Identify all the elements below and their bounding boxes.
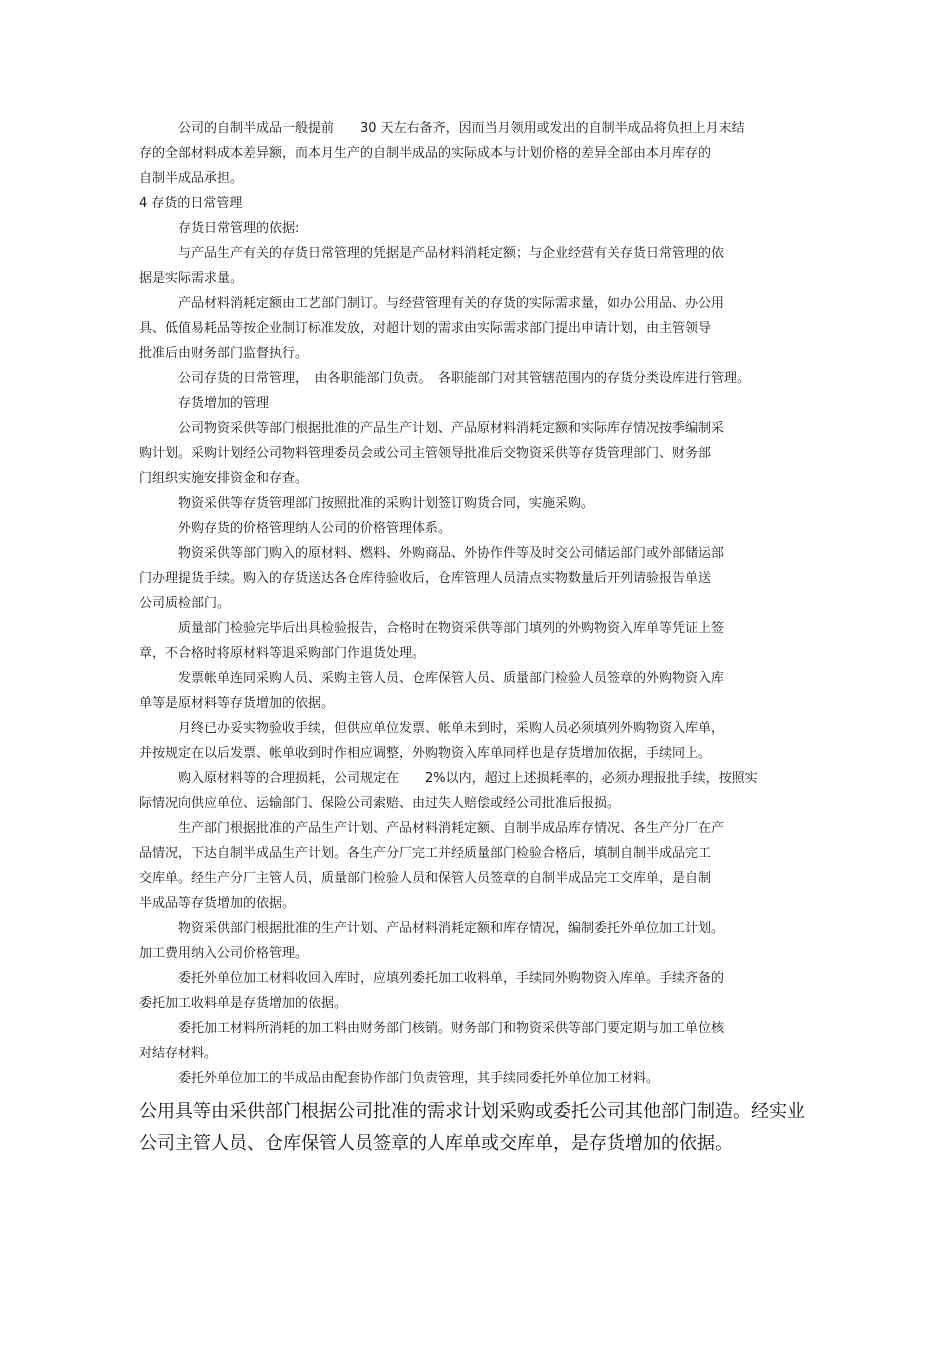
text-line: 自制半成品承担。 — [139, 171, 244, 186]
text-line: 月终已办妥实物验收手续，但供应单位发票、帐单未到时，采购人员必须填列外购物资入库单， — [178, 721, 725, 736]
text-line: 生产部门根据批准的产品生产计划、产品材料消耗定额、自制半成品库存情况、各生产分厂在产 — [178, 821, 725, 836]
text-line-large: 公用具等由采供部门根据公司批准的需求计划采购或委托公司其他部门制造。经实业 — [139, 1101, 805, 1122]
text-line: 际情况向供应单位、运输部门、保险公司索赔、由过失人赔偿或经公司批准后报损。 — [139, 796, 621, 811]
text-line: 委托外单位加工的半成品由配套协作部门负责管理，其手续同委托外单位加工材料。 — [178, 1071, 660, 1086]
text-line: 门办理提货手续。购入的存货送达各仓库待验收后，仓库管理人员清点实物数量后开列请验报告单送 — [139, 571, 712, 586]
text-line: 门组织实施安排资金和存查。 — [139, 471, 309, 486]
text-line: 公司质检部门。 — [139, 596, 231, 611]
text-line: 委托外单位加工材料收回入库时，应填列委托加工收料单，手续同外购物资入库单。手续齐备的 — [178, 971, 725, 986]
text-line: 质量部门检验完毕后出具检验报告，合格时在物资采供等部门填列的外购物资入库单等凭证上签 — [178, 621, 725, 636]
text-line: 外购存货的价格管理纳人公司的价格管理体系。 — [178, 521, 452, 536]
text-line: 公司的自制半成品一般提前 30 天左右备齐，因而当月领用或发出的自制半成品将负担上月末结 — [178, 121, 745, 136]
text-line: 物资采供等存货管理部门按照批准的采购计划签订购货合同，实施采购。 — [178, 496, 595, 511]
text-line: 据是实际需求量。 — [139, 271, 244, 286]
text-line-large: 公司主管人员、仓库保管人员签章的人库单或交库单，是存货增加的依据。 — [139, 1133, 733, 1154]
text-line: 并按规定在以后发票、帐单收到时作相应调整，外购物资入库单同样也是存货增加依据，手续同上。 — [139, 746, 712, 761]
text-line: 委托加工材料所消耗的加工料由财务部门核销。财务部门和物资采供等部门要定期与加工单位核 — [178, 1021, 725, 1036]
text-line: 品情况，下达自制半成品生产计划。各生产分厂完工并经质量部门检验合格后，填制自制半成品完工 — [139, 846, 712, 861]
text-line: 购入原材料等的合理损耗，公司规定在 2%以内，超过上述损耗率的，必须办理报批手续，按照实 — [178, 771, 758, 786]
text-line: 批准后由财务部门监督执行。 — [139, 346, 309, 361]
text-line: 物资采供等部门购入的原材料、燃料、外购商品、外协作件等及时交公司储运部门或外部储运部 — [178, 546, 725, 561]
text-line: 加工费用纳入公司价格管理。 — [139, 946, 309, 961]
subheading: 存货增加的管理 — [178, 396, 270, 411]
text-line: 对结存材料。 — [139, 1046, 218, 1061]
text-line: 产品材料消耗定额由工艺部门制订。与经营管理有关的存货的实际需求量，如办公用品、办公用 — [178, 296, 725, 311]
section-heading: 4 存货的日常管理 — [139, 196, 243, 211]
text-line: 交库单。经生产分厂主管人员，质量部门检验人员和保管人员签章的自制半成品完工交库单，是自制 — [139, 871, 712, 886]
text-line: 物资采供部门根据批准的生产计划、产品材料消耗定额和库存情况，编制委托外单位加工计划。 — [178, 921, 725, 936]
text-line: 公司存货的日常管理， 由各职能部门负责。 各职能部门对其管辖范围内的存货分类设库进行管理。 — [178, 371, 751, 386]
text-line: 委托加工收料单是存货增加的依据。 — [139, 996, 348, 1011]
text-line: 存的全部材料成本差异额，而本月生产的自制半成品的实际成本与计划价格的差异全部由本月库存的 — [139, 146, 712, 161]
text-line: 半成品等存货增加的依据。 — [139, 896, 296, 911]
text-line: 章，不合格时将原材料等退采购部门作退货处理。 — [139, 646, 426, 661]
text-line: 与产品生产有关的存货日常管理的凭据是产品材料消耗定额；与企业经营有关存货日常管理的依 — [178, 246, 725, 261]
text-line: 单等是原材料等存货增加的依据。 — [139, 696, 335, 711]
text-line: 具、低值易耗品等按企业制订标准发放，对超计划的需求由实际需求部门提出申请计划，由主管领导 — [139, 321, 712, 336]
text-line: 公司物资采供等部门根据批准的产品生产计划、产品原材料消耗定额和实际库存情况按季编制采 — [178, 421, 725, 436]
text-line: 发票帐单连同采购人员、采购主管人员、仓库保管人员、质量部门检验人员签章的外购物资入库 — [178, 671, 725, 686]
text-line: 购计划。采购计划经公司物料管理委员会或公司主管领导批准后交物资采供等存货管理部门、财务部 — [139, 446, 712, 461]
subheading: 存货日常管理的依据: — [178, 221, 300, 236]
